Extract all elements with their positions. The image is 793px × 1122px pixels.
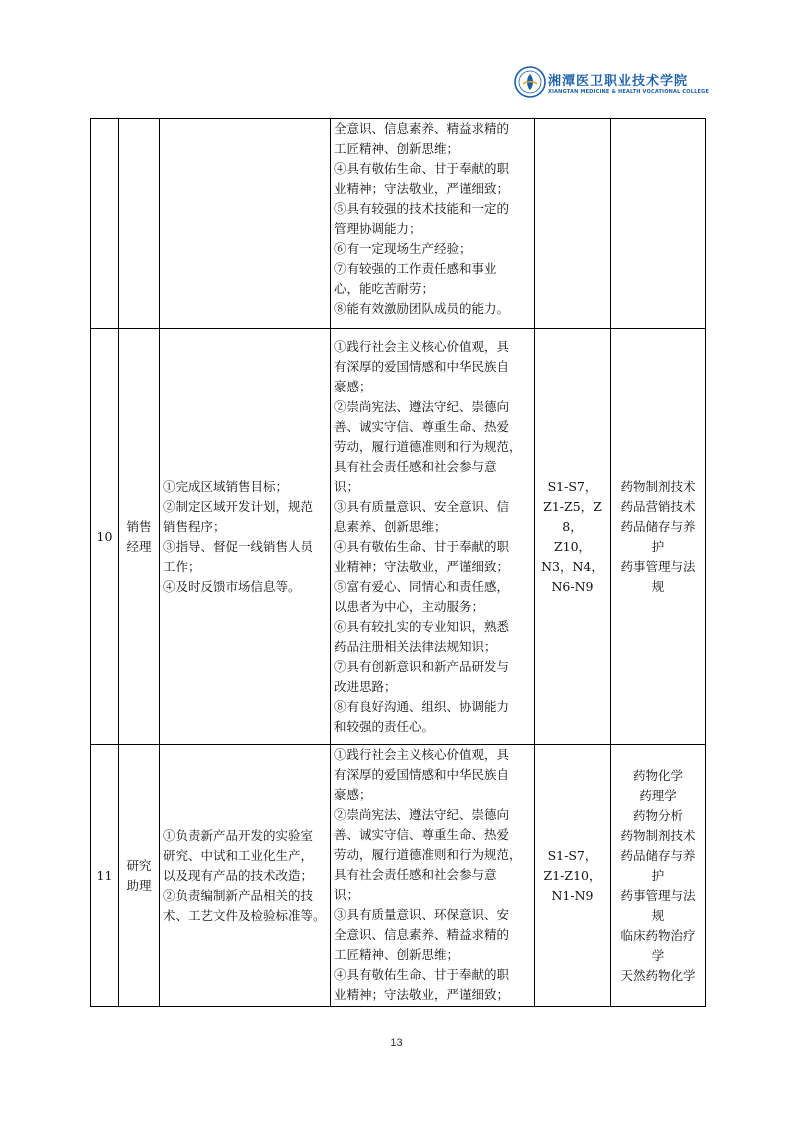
quality-requirements-line: ②崇尚宪法、遵法守纪、崇德向 — [334, 807, 510, 822]
standards-codes-cell — [535, 119, 611, 329]
standards-codes-line: N3，N4， — [541, 558, 604, 574]
supporting-courses-line: 规 — [651, 578, 665, 594]
quality-requirements-line: 改进思路； — [334, 678, 397, 694]
supporting-courses-line: 药物化学 — [632, 767, 683, 783]
school-seal-icon — [514, 66, 546, 98]
quality-requirements-line: 善、诚实守信、尊重生命、热爱 — [334, 827, 510, 842]
supporting-courses-line: 护 — [651, 538, 665, 554]
quality-requirements-line: ⑤具有较强的技术技能和一定的 — [334, 201, 510, 216]
job-duties-line: 研究、中试和工业化生产， — [163, 847, 314, 863]
post-title-cell — [119, 745, 160, 1007]
job-duties-line: ④及时反馈市场信息等。 — [163, 578, 301, 594]
post-title-line: 助理 — [126, 877, 152, 893]
supporting-courses-line: 药事管理与法 — [620, 887, 696, 903]
quality-requirements-line: ②崇尚宪法、遵法守纪、崇德向 — [334, 398, 510, 414]
quality-requirements-line: 业精神；守法敬业，严谨细致； — [334, 181, 510, 196]
page-number: 13 — [390, 1037, 403, 1049]
quality-requirements-line: ⑥具有较扎实的专业知识，熟悉 — [334, 618, 510, 634]
quality-requirements-line: 全意识、信息素养、精益求精的 — [334, 121, 510, 136]
supporting-courses-line: 药品储存与养 — [620, 847, 696, 863]
quality-requirements-line: 识； — [334, 478, 360, 494]
quality-requirements-line: ⑧有良好沟通、组织、协调能力 — [334, 698, 510, 714]
quality-requirements-line: 药品注册相关法律法规知识； — [334, 638, 497, 654]
quality-requirements-line: 管理协调能力； — [334, 221, 422, 236]
standards-codes-line: Z1-Z10， — [543, 867, 602, 883]
supporting-courses-line: 药物制剂技术 — [620, 827, 696, 843]
post-title-cell — [119, 329, 160, 745]
quality-requirements-line: 善、诚实守信、尊重生命、热爱 — [334, 418, 510, 434]
quality-requirements-line: ④具有敬佑生命、甘于奉献的职 — [334, 538, 510, 554]
quality-requirements-line: 业精神；守法敬业，严谨细致； — [334, 987, 510, 1002]
row-number-cell — [91, 745, 119, 1007]
standards-codes-line: N1-N9 — [551, 887, 594, 903]
standards-codes-line: S1-S7， — [547, 478, 598, 494]
supporting-courses-line: 药物制剂技术 — [620, 478, 696, 494]
supporting-courses-line: 药理学 — [639, 787, 677, 803]
quality-requirements-line: ③具有质量意识、环保意识、安 — [334, 907, 510, 922]
table-row — [91, 745, 706, 1007]
post-title-line: 研究 — [126, 857, 152, 873]
job-duties-line: ③指导、督促一线销售人员 — [163, 538, 314, 554]
quality-requirements-line: 有深厚的爱国情感和中华民族自 — [334, 767, 510, 782]
row-number-cell — [91, 329, 119, 745]
supporting-courses-cell — [611, 745, 706, 1007]
job-duties-line: 以及现有产品的技术改造； — [163, 867, 314, 883]
quality-requirements-line: 业精神；守法敬业，严谨细致； — [334, 558, 510, 574]
quality-requirements-line: 工匠精神、创新思维； — [334, 141, 460, 156]
quality-requirements-line: ⑤富有爱心、同情心和责任感， — [334, 578, 510, 594]
job-duties-line: ②制定区域开发计划，规范 — [163, 498, 314, 514]
job-duties-cell — [160, 119, 331, 329]
standards-codes-line: N6-N9 — [551, 578, 594, 594]
quality-requirements-line: ①践行社会主义核心价值观，具 — [334, 338, 510, 354]
quality-requirements-cell — [331, 745, 535, 1007]
row-number: 10 — [96, 528, 113, 544]
standards-codes-cell — [535, 329, 611, 745]
quality-requirements-cell — [331, 329, 535, 745]
supporting-courses-line: 药物分析 — [632, 807, 683, 823]
supporting-courses-cell — [611, 329, 706, 745]
quality-requirements-line: ①践行社会主义核心价值观，具 — [334, 747, 510, 762]
supporting-courses-cell — [611, 119, 706, 329]
quality-requirements-line: ④具有敬佑生命、甘于奉献的职 — [334, 967, 510, 982]
quality-requirements-line: 有深厚的爱国情感和中华民族自 — [334, 358, 510, 374]
table-row — [91, 329, 706, 745]
supporting-courses-line: 天然药物化学 — [620, 967, 696, 983]
supporting-courses-line: 药品储存与养 — [620, 518, 696, 534]
job-duties-line: ②负责编制新产品相关的技 — [163, 887, 314, 903]
quality-requirements-line: 具有社会责任感和社会参与意 — [334, 458, 497, 474]
quality-requirements-line: ⑧能有效激励团队成员的能力。 — [334, 301, 510, 316]
quality-requirements-line: 劳动，履行道德准则和行为规范， — [334, 847, 522, 862]
supporting-courses-line: 药事管理与法 — [620, 558, 696, 574]
school-name-en: XIANGTAN MEDICINE & HEALTH VOCATIONAL COLLEGE — [548, 89, 710, 95]
quality-requirements-line: 豪感； — [334, 378, 372, 394]
school-logo — [514, 66, 714, 106]
quality-requirements-line: ⑦具有创新意识和新产品研发与 — [334, 658, 510, 674]
quality-requirements-line: 息素养、创新思维； — [334, 518, 447, 534]
quality-requirements-cell — [331, 119, 535, 329]
post-title-cell — [119, 119, 160, 329]
job-duties-line: ①完成区域销售目标； — [163, 478, 289, 494]
supporting-courses-line: 临床药物治疗 — [620, 927, 696, 943]
supporting-courses-line: 药品营销技术 — [620, 498, 696, 514]
table-row — [91, 119, 706, 329]
job-duties-cell — [160, 329, 331, 745]
quality-requirements-line: 工匠精神、创新思维； — [334, 947, 460, 962]
quality-requirements-line: ⑥有一定现场生产经验； — [334, 241, 472, 256]
supporting-courses-line: 规 — [651, 907, 665, 923]
school-name: 湘潭医卫职业技术学院 — [548, 74, 689, 89]
quality-requirements-line: 全意识、信息素养、精益求精的 — [334, 927, 510, 942]
supporting-courses-line: 护 — [651, 867, 665, 883]
standards-codes-cell — [535, 745, 611, 1007]
quality-requirements-line: 心，能吃苦耐劳； — [334, 281, 435, 296]
job-duties-line: 术、工艺文件及检验标准等。 — [163, 907, 326, 923]
job-duties-line: 工作； — [163, 558, 201, 574]
post-title-line: 经理 — [126, 538, 152, 554]
quality-requirements-line: 和较强的责任心。 — [334, 718, 435, 734]
quality-requirements-line: 劳动，履行道德准则和行为规范， — [334, 438, 522, 454]
row-number-cell — [91, 119, 119, 329]
supporting-courses-line: 学 — [651, 947, 665, 963]
quality-requirements-line: 豪感； — [334, 787, 372, 802]
quality-requirements-line: 以患者为中心，主动服务； — [334, 598, 485, 614]
job-duties-line: 销售程序； — [163, 518, 226, 534]
standards-codes-line: Z10， — [553, 538, 592, 554]
quality-requirements-line: ④具有敬佑生命、甘于奉献的职 — [334, 161, 510, 176]
row-number: 11 — [96, 867, 113, 883]
post-title-line: 销售 — [126, 518, 152, 534]
job-duties-line: ①负责新产品开发的实验室 — [163, 827, 314, 843]
position-requirements-table — [90, 118, 706, 1007]
quality-requirements-line: 具有社会责任感和社会参与意 — [334, 867, 497, 882]
quality-requirements-line: ⑦有较强的工作责任感和事业 — [334, 261, 497, 276]
quality-requirements-line: ③具有质量意识、安全意识、信 — [334, 498, 510, 514]
standards-codes-line: Z1-Z5，Z8， — [543, 498, 602, 534]
standards-codes-line: S1-S7， — [547, 847, 598, 863]
job-duties-cell — [160, 745, 331, 1007]
quality-requirements-line: 识； — [334, 887, 360, 902]
